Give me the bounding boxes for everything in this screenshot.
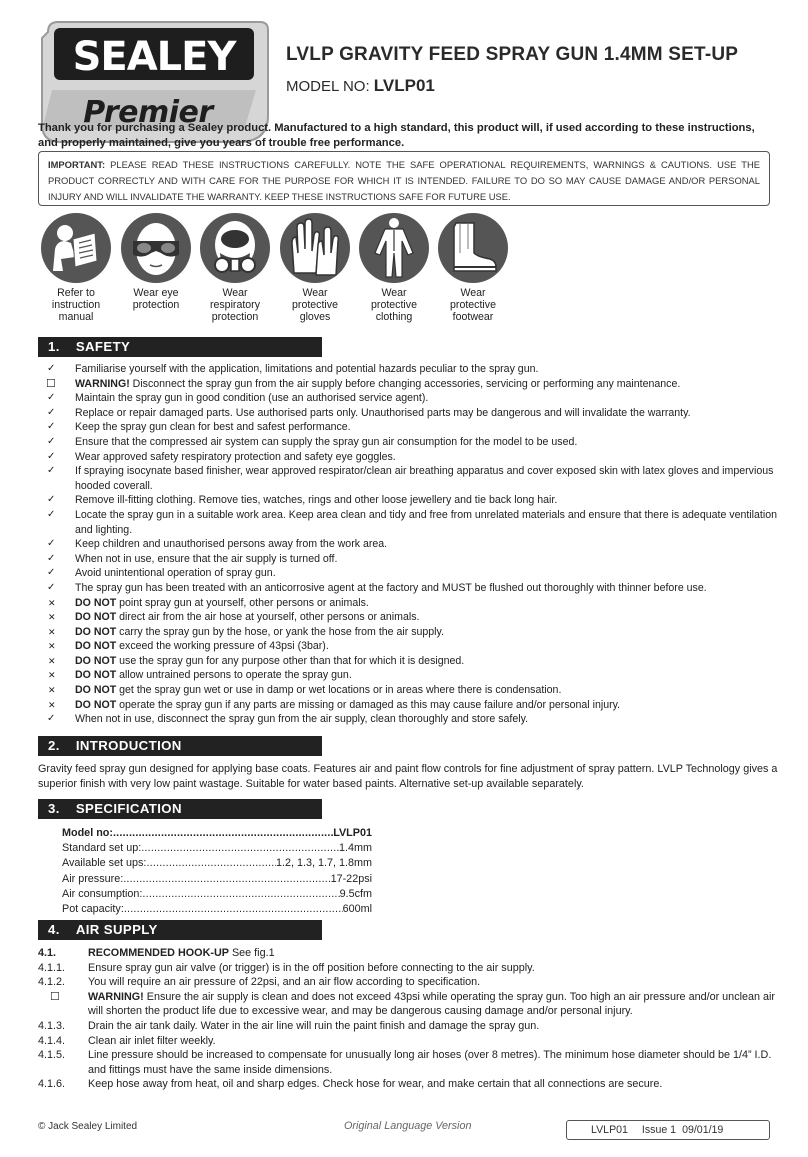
respirator-icon xyxy=(200,213,270,283)
spec-label: Air pressure: xyxy=(62,872,124,885)
check-icon: ✓ xyxy=(47,552,56,564)
section-number: 2. xyxy=(48,738,60,753)
air-supply-item-text xyxy=(88,1019,778,1034)
spec-value: 1.2, 1.3, 1.7, 1.8mm xyxy=(275,857,372,870)
safety-item-body: Wear approved safety respiratory protection and safety eye goggles. xyxy=(75,450,396,463)
air-item-body: Line pressure should be increased to compensate for unusually long air hoses (over 8 metres). The minimum hose diameter should be 1/4” I.D. and fittings must have the same inside dimensions. xyxy=(88,1049,772,1076)
item-number: 4.1.1. xyxy=(38,961,66,974)
safety-item xyxy=(38,508,778,537)
safety-item-body: Disconnect the spray gun from the air supply before changing accessories, servicing or performing any maintenance. xyxy=(129,377,681,390)
document-title: LVLP GRAVITY FEED SPRAY GUN 1.4MM SET-UP xyxy=(286,44,739,65)
safety-item-body: Replace or repair damaged parts. Use authorised parts only. Unauthorised parts may be dangerous and will invalidate the warranty. xyxy=(75,406,691,419)
section-number: 1. xyxy=(48,339,60,354)
section-safety-heading xyxy=(38,337,322,357)
cross-icon: ✕ xyxy=(48,626,56,637)
safety-item xyxy=(38,596,778,611)
safety-item xyxy=(38,566,778,581)
safety-item-body: Keep the spray gun clean for best and safest performance. xyxy=(75,421,351,434)
doc-date: 09/01/19 xyxy=(682,1124,724,1136)
safety-item-text xyxy=(75,493,778,508)
safety-item-text xyxy=(75,610,778,625)
important-text: PLEASE READ THESE INSTRUCTIONS CAREFULLY. NOTE THE SAFE OPERATIONAL REQUIREMENTS, WARNINGS & CAUTIONS. USE THE PRODUCT CORRECTLY AND WITH CARE FOR THE PURPOSE FOR WHICH IT IS INTENDED. FAILURE TO DO SO MAY CAUSE DAMAGE AND/OR PERSONAL INJURY AND WILL INVALIDATE THE WARRANTY. KEEP THESE INSTRUCTIONS SAFE FOR FUTURE USE. xyxy=(48,159,761,203)
air-item-body: Keep hose away from heat, oil and sharp edges. Check hose for wear, and make certain that all connections are secure. xyxy=(88,1078,663,1091)
spec-list xyxy=(62,826,372,917)
check-icon: ✓ xyxy=(47,713,56,725)
air-supply-item-text xyxy=(88,946,778,961)
ppe-manual xyxy=(40,213,112,323)
spec-value: 600ml xyxy=(342,903,372,916)
item-number: 4.1.4. xyxy=(38,1034,66,1047)
gloves-icon xyxy=(280,213,350,283)
cross-icon: ✕ xyxy=(48,612,56,623)
footwear-icon xyxy=(438,213,508,283)
safety-item-body: When not in use, disconnect the spray gun from the air supply, clean thoroughly and store safely. xyxy=(75,713,529,726)
safety-item-text xyxy=(75,377,778,392)
air-item-emphasis: RECOMMENDED HOOK-UP xyxy=(88,947,229,959)
safety-item-text xyxy=(75,464,778,493)
check-icon: ✓ xyxy=(47,450,56,462)
ppe-label: Wear respiratory protection xyxy=(209,287,261,323)
safety-item xyxy=(38,654,778,669)
air-supply-item-text xyxy=(88,961,778,976)
spec-leader-dots xyxy=(123,872,330,887)
safety-item-text xyxy=(75,537,778,552)
check-icon: ✓ xyxy=(47,363,56,374)
spec-value: LVLP01 xyxy=(333,827,372,839)
air-item-emphasis: WARNING! xyxy=(88,990,144,1003)
safety-item xyxy=(38,610,778,625)
item-number: 4.1.5. xyxy=(38,1049,66,1062)
check-icon: ✓ xyxy=(47,435,56,447)
safety-item-body: Ensure that the compressed air system can supply the spray gun air consumption for the model to be used. xyxy=(75,435,578,448)
language-version: Original Language Version xyxy=(344,1120,472,1132)
spec-value: 1.4mm xyxy=(339,842,372,855)
safety-item-text xyxy=(75,566,778,581)
safety-item-body: exceed the working pressure of 43psi (3bar). xyxy=(116,640,329,653)
spec-leader-dots xyxy=(141,841,339,856)
safety-item-body: allow untrained persons to operate the spray gun. xyxy=(116,669,352,682)
cross-icon: ✕ xyxy=(48,597,56,608)
model-number: LVLP01 xyxy=(373,76,435,95)
safety-item xyxy=(38,712,778,727)
ppe-label: Wear eye protection xyxy=(132,287,180,311)
safety-item-text xyxy=(75,596,778,611)
spec-leader-dots xyxy=(124,902,343,917)
air-supply-item xyxy=(38,961,778,976)
ppe-respiratory xyxy=(199,213,271,323)
safety-item xyxy=(38,362,778,377)
air-item-body: Clean air inlet filter weekly. xyxy=(88,1034,216,1047)
safety-item xyxy=(38,406,778,421)
safety-item-body: Locate the spray gun in a suitable work area. Keep area clean and tidy and free from unrelated materials and ensure that there is adequate ventilation and lighting. xyxy=(75,508,777,536)
safety-item-text xyxy=(75,683,778,698)
safety-item xyxy=(38,683,778,698)
safety-item-text xyxy=(75,435,778,450)
section-spec-heading xyxy=(38,799,322,819)
safety-item-text xyxy=(75,406,778,421)
clothing-icon xyxy=(359,213,429,283)
item-number: 4.1. xyxy=(38,947,57,959)
safety-item-text xyxy=(75,668,778,683)
air-supply-item-text xyxy=(88,1048,778,1077)
section-title: AIR SUPPLY xyxy=(75,922,158,937)
safety-item-text xyxy=(75,508,778,537)
safety-item-body: Maintain the spray gun in good condition (use an authorised service agent). xyxy=(75,392,429,405)
spec-value: 9.5cfm xyxy=(339,887,372,900)
safety-item-emphasis: DO NOT xyxy=(75,669,117,682)
spec-row xyxy=(62,887,372,902)
air-item-body: Drain the air tank daily. Water in the air line will ruin the paint finish and damage the spray gun. xyxy=(88,1019,540,1032)
spec-leader-dots xyxy=(113,826,333,841)
copyright: © Jack Sealey Limited xyxy=(38,1121,138,1132)
spec-leader-dots xyxy=(142,887,339,902)
spec-row xyxy=(62,856,372,871)
cross-icon: ✕ xyxy=(48,641,56,652)
safety-item xyxy=(38,377,778,392)
check-icon: ✓ xyxy=(47,508,56,520)
safety-item xyxy=(38,639,778,654)
section-title: INTRODUCTION xyxy=(75,738,182,753)
air-supply-item-text xyxy=(88,1077,778,1092)
spec-label: Standard set up: xyxy=(62,842,142,855)
spec-value: 17-22psi xyxy=(330,872,372,885)
safety-item-emphasis: DO NOT xyxy=(75,611,117,624)
safety-item-body: When not in use, ensure that the air supply is turned off. xyxy=(75,552,338,565)
item-number: 4.1.3. xyxy=(38,1019,66,1032)
check-icon: ✓ xyxy=(47,538,56,550)
section-title: SPECIFICATION xyxy=(75,801,182,816)
safety-item-emphasis: DO NOT xyxy=(75,640,117,653)
safety-item-emphasis: DO NOT xyxy=(75,698,117,711)
ppe-clothing xyxy=(358,213,430,323)
important-label: IMPORTANT: xyxy=(48,159,106,170)
safety-item-text xyxy=(75,712,778,727)
spec-leader-dots xyxy=(146,856,276,871)
safety-item-text xyxy=(75,450,778,465)
safety-item-body: Keep children and unauthorised persons away from the work area. xyxy=(75,538,388,551)
check-icon: ✓ xyxy=(47,567,56,579)
safety-item-body: operate the spray gun if any parts are missing or damaged as this may cause failure and/or personal injury. xyxy=(116,698,621,711)
safety-item xyxy=(38,464,778,493)
safety-item-text xyxy=(75,654,778,669)
safety-item-body: use the spray gun for any purpose other than that for which it is designed. xyxy=(116,654,465,667)
cross-icon: ✕ xyxy=(48,699,56,710)
safety-item-body: get the spray gun wet or use in damp or wet locations or in areas where there is condensation. xyxy=(116,684,562,697)
check-icon: ✓ xyxy=(47,406,56,418)
intro-text: Gravity feed spray gun designed for applying base coats. Features air and paint flow controls for fine adjustment of spray pattern. LVLP Technology gives a superior finish with very low paint wastage. Suitable for water based paints. Alternative set-up available separately. xyxy=(38,763,778,790)
ppe-label: Refer to instruction manual xyxy=(51,287,101,323)
safety-item-text xyxy=(75,625,778,640)
ppe-footwear xyxy=(437,213,509,323)
safety-item-emphasis: WARNING! xyxy=(75,377,130,390)
air-supply-item-text xyxy=(88,1034,778,1049)
safety-item-body: Avoid unintentional operation of spray gun. xyxy=(75,567,276,580)
air-item-body: Ensure spray gun air valve (or trigger) is in the off position before connecting to the air supply. xyxy=(88,961,535,974)
air-supply-item xyxy=(38,990,778,1019)
air-supply-item xyxy=(38,1048,778,1077)
safety-item-text xyxy=(75,420,778,435)
doc-issue: Issue 1 xyxy=(641,1124,677,1136)
spec-label: Pot capacity: xyxy=(62,903,124,916)
spec-label: Available set ups: xyxy=(62,857,147,870)
air-supply-item xyxy=(38,975,778,990)
spec-row xyxy=(62,902,372,917)
cross-icon: ✕ xyxy=(48,670,56,681)
safety-item xyxy=(38,420,778,435)
cross-icon: ✕ xyxy=(48,685,56,696)
cross-icon: ✕ xyxy=(48,655,56,666)
check-icon: ✓ xyxy=(47,494,56,506)
safety-item-text xyxy=(75,362,778,377)
model-label: MODEL NO: xyxy=(286,78,370,95)
spec-row xyxy=(62,841,372,856)
safety-item-emphasis: DO NOT xyxy=(75,654,117,667)
ppe-eye xyxy=(120,213,192,311)
ppe-label: Wear protective gloves xyxy=(292,287,338,323)
safety-item-body: The spray gun has been treated with an anticorrosive agent at the factory and MUST be flushed out thoroughly with thinner before use. xyxy=(75,581,707,594)
safety-item-body: Familiarise yourself with the application, limitations and potential hazards peculiar to the spray gun. xyxy=(75,363,539,375)
ppe-gloves xyxy=(279,213,351,323)
air-supply-item-text xyxy=(88,990,778,1019)
item-number: 4.1.2. xyxy=(38,976,66,989)
section-title: SAFETY xyxy=(75,339,131,354)
spec-row xyxy=(62,826,372,841)
manual-icon xyxy=(41,213,111,283)
safety-item xyxy=(38,450,778,465)
safety-item xyxy=(38,698,778,713)
check-icon: ✓ xyxy=(47,392,56,404)
doc-code: LVLP01 xyxy=(591,1124,628,1136)
thank-you-text: Thank you for purchasing a Sealey product. Manufactured to a high standard, this product will, if used according to these instructions, and properly maintained, give you years of trouble free performance. xyxy=(38,122,755,149)
spec-label: Model no: xyxy=(62,827,113,839)
air-supply-item xyxy=(38,1034,778,1049)
safety-item xyxy=(38,625,778,640)
svg-text:Premier: Premier xyxy=(83,95,213,130)
safety-item-body: Remove ill-fitting clothing. Remove ties, watches, rings and other loose jewellery and tie back long hair. xyxy=(75,494,558,507)
document-reference xyxy=(566,1120,770,1140)
safety-item-text xyxy=(75,581,778,596)
section-intro-heading xyxy=(38,736,322,756)
spec-row xyxy=(62,872,372,887)
safety-item-emphasis: DO NOT xyxy=(75,684,117,697)
safety-item xyxy=(38,668,778,683)
ppe-label: Wear protective footwear xyxy=(450,287,496,323)
important-notice xyxy=(38,151,770,206)
safety-item-body: carry the spray gun by the hose, or yank the hose from the air supply. xyxy=(116,625,444,638)
air-item-body: You will require an air pressure of 22psi, and an air flow according to specification. xyxy=(88,976,481,989)
check-icon: ✓ xyxy=(47,465,56,477)
ppe-label: Wear protective clothing xyxy=(371,287,417,323)
model-line xyxy=(286,76,435,96)
safety-item-emphasis: DO NOT xyxy=(75,596,117,609)
air-supply-item xyxy=(38,946,778,961)
safety-item-emphasis: DO NOT xyxy=(75,625,117,638)
svg-text:SEALEY: SEALEY xyxy=(72,34,236,80)
item-number: 4.1.6. xyxy=(38,1078,66,1091)
safety-item-text xyxy=(75,552,778,567)
safety-item xyxy=(38,435,778,450)
air-supply-item-text xyxy=(88,975,778,990)
section-number: 3. xyxy=(48,801,60,816)
section-air-heading xyxy=(38,920,322,940)
air-supply-item xyxy=(38,1077,778,1092)
safety-item-body: direct air from the air hose at yourself, other persons or animals. xyxy=(116,611,420,624)
air-supply-list xyxy=(38,946,778,1092)
eye-protection-icon xyxy=(121,213,191,283)
safety-item-text xyxy=(75,639,778,654)
safety-item xyxy=(38,552,778,567)
safety-item-text xyxy=(75,698,778,713)
safety-item xyxy=(38,391,778,406)
safety-item-body: If spraying isocynate based finisher, wear approved respirator/clean air breathing apparatus and cover exposed skin with latex gloves and impervious hooded coverall. xyxy=(75,465,774,492)
safety-item-body: point spray gun at yourself, other persons or animals. xyxy=(116,596,369,609)
spec-label: Air consumption: xyxy=(62,887,143,900)
air-item-body: See fig.1 xyxy=(228,947,275,959)
safety-item xyxy=(38,581,778,596)
air-item-body: Ensure the air supply is clean and does not exceed 43psi while operating the spray gun. Too high an air pressure and/or unclean air will shorten the product life due to excessive wear, and may be dangerous causing damage and/or personal injury. xyxy=(88,990,775,1018)
section-number: 4. xyxy=(48,922,60,937)
air-supply-item xyxy=(38,1019,778,1034)
safety-item xyxy=(38,493,778,508)
safety-list xyxy=(38,362,778,727)
check-icon: ✓ xyxy=(47,581,56,593)
safety-item-text xyxy=(75,391,778,406)
warning-box-icon: ☐ xyxy=(46,377,56,390)
safety-item xyxy=(38,537,778,552)
check-icon: ✓ xyxy=(47,421,56,433)
warning-box-icon: ☐ xyxy=(50,990,60,1003)
